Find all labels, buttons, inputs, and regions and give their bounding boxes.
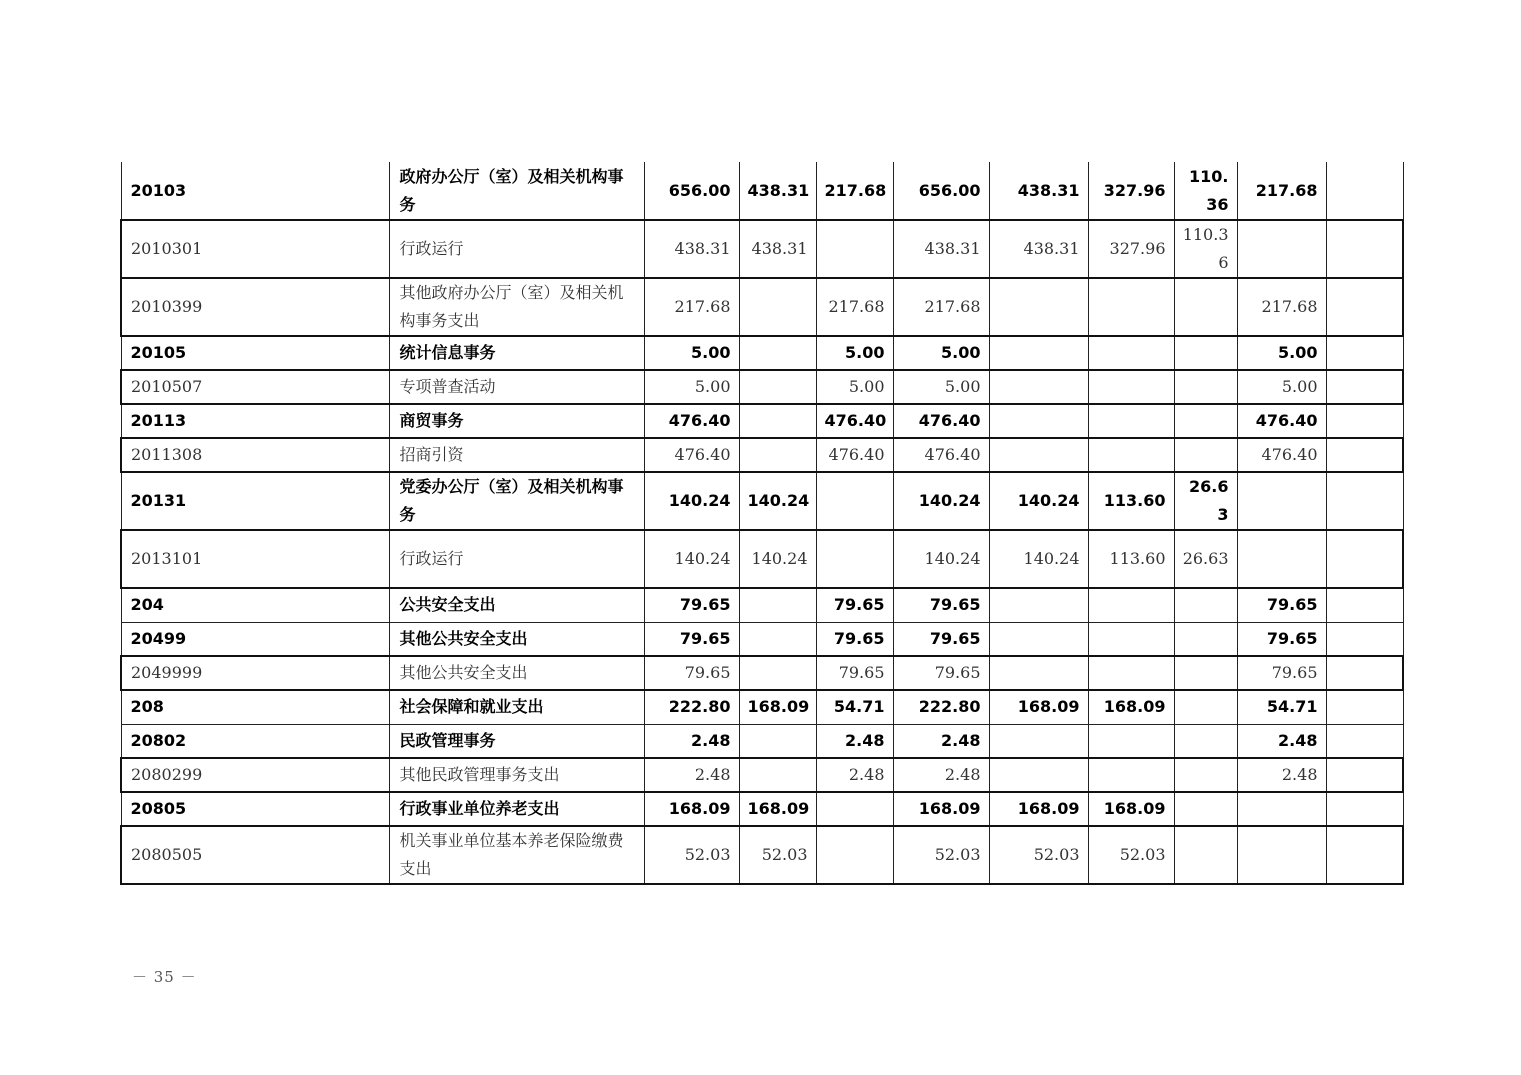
cell-amount: 54.71 bbox=[1237, 690, 1326, 724]
cell-name: 政府办公厅（室）及相关机构事务 bbox=[389, 162, 644, 220]
cell-amount: 2.48 bbox=[1237, 758, 1326, 792]
cell-amount: 168.09 bbox=[739, 792, 816, 826]
cell-amount bbox=[989, 438, 1088, 472]
cell-code: 20499 bbox=[121, 622, 389, 656]
cell-amount bbox=[1326, 530, 1403, 588]
cell-amount bbox=[1174, 724, 1237, 758]
cell-amount bbox=[1326, 278, 1403, 336]
cell-amount: 140.24 bbox=[644, 472, 739, 530]
cell-name: 民政管理事务 bbox=[389, 724, 644, 758]
cell-amount bbox=[1326, 656, 1403, 690]
cell-amount: 222.80 bbox=[893, 690, 989, 724]
cell-amount bbox=[989, 656, 1088, 690]
cell-amount: 54.71 bbox=[816, 690, 893, 724]
cell-amount bbox=[739, 588, 816, 622]
cell-amount bbox=[989, 724, 1088, 758]
cell-amount bbox=[1174, 278, 1237, 336]
cell-amount bbox=[989, 278, 1088, 336]
cell-amount: 79.65 bbox=[893, 588, 989, 622]
table-row bbox=[121, 690, 1403, 724]
cell-code: 20805 bbox=[121, 792, 389, 826]
table-row bbox=[121, 826, 1403, 884]
cell-amount: 168.09 bbox=[644, 792, 739, 826]
cell-amount: 168.09 bbox=[739, 690, 816, 724]
cell-amount bbox=[1326, 404, 1403, 438]
cell-code: 2049999 bbox=[121, 656, 389, 690]
table-row bbox=[121, 370, 1403, 404]
cell-amount: 79.65 bbox=[1237, 622, 1326, 656]
cell-amount: 5.00 bbox=[893, 336, 989, 370]
table-row bbox=[121, 162, 1403, 220]
cell-code: 208 bbox=[121, 690, 389, 724]
cell-amount: 438.31 bbox=[893, 220, 989, 278]
cell-amount: 140.24 bbox=[739, 530, 816, 588]
cell-amount: 168.09 bbox=[989, 690, 1088, 724]
cell-code: 20103 bbox=[121, 162, 389, 220]
cell-amount bbox=[816, 220, 893, 278]
cell-amount bbox=[1326, 472, 1403, 530]
cell-amount: 52.03 bbox=[893, 826, 989, 884]
cell-amount: 79.65 bbox=[1237, 656, 1326, 690]
cell-code: 20105 bbox=[121, 336, 389, 370]
cell-amount bbox=[1174, 370, 1237, 404]
cell-amount: 168.09 bbox=[893, 792, 989, 826]
cell-amount bbox=[1237, 530, 1326, 588]
cell-amount bbox=[739, 278, 816, 336]
page-number: － 35 － bbox=[132, 968, 197, 986]
cell-amount bbox=[1174, 336, 1237, 370]
cell-amount: 217.68 bbox=[893, 278, 989, 336]
cell-amount bbox=[1174, 220, 1237, 278]
cell-amount: 2.48 bbox=[644, 724, 739, 758]
cell-amount bbox=[816, 530, 893, 588]
cell-amount bbox=[816, 792, 893, 826]
cell-amount bbox=[1326, 622, 1403, 656]
cell-code: 2010301 bbox=[121, 220, 389, 278]
cell-code: 2010399 bbox=[121, 278, 389, 336]
table-body bbox=[121, 162, 1403, 884]
cell-name: 其他公共安全支出 bbox=[389, 622, 644, 656]
cell-amount: 476.40 bbox=[644, 438, 739, 472]
cell-amount: 5.00 bbox=[644, 336, 739, 370]
cell-amount bbox=[1326, 826, 1403, 884]
cell-amount bbox=[989, 588, 1088, 622]
cell-name: 行政运行 bbox=[389, 220, 644, 278]
cell-amount: 140.24 bbox=[893, 472, 989, 530]
cell-amount bbox=[989, 758, 1088, 792]
cell-name: 公共安全支出 bbox=[389, 588, 644, 622]
cell-amount: 113.60 bbox=[1088, 530, 1174, 588]
cell-amount bbox=[1326, 724, 1403, 758]
cell-amount: 79.65 bbox=[816, 656, 893, 690]
cell-amount bbox=[1326, 438, 1403, 472]
table-row bbox=[121, 792, 1403, 826]
cell-name: 招商引资 bbox=[389, 438, 644, 472]
cell-amount: 217.68 bbox=[1237, 162, 1326, 220]
cell-amount: 79.65 bbox=[1237, 588, 1326, 622]
cell-amount: 5.00 bbox=[644, 370, 739, 404]
cell-amount: 438.31 bbox=[644, 220, 739, 278]
table-row bbox=[121, 220, 1403, 278]
cell-amount-text: 26.63 bbox=[1182, 549, 1229, 568]
cell-amount bbox=[1237, 792, 1326, 826]
cell-name: 行政运行 bbox=[389, 530, 644, 588]
cell-amount: 79.65 bbox=[893, 656, 989, 690]
cell-amount: 168.09 bbox=[1088, 690, 1174, 724]
cell-code: 2080299 bbox=[121, 758, 389, 792]
budget-table bbox=[120, 162, 1404, 885]
cell-code: 2080505 bbox=[121, 826, 389, 884]
cell-amount: 79.65 bbox=[644, 656, 739, 690]
cell-amount bbox=[739, 656, 816, 690]
cell-name: 党委办公厅（室）及相关机构事务 bbox=[389, 472, 644, 530]
cell-amount bbox=[1088, 370, 1174, 404]
cell-amount: 2.48 bbox=[893, 724, 989, 758]
cell-amount-text: 110.36 bbox=[1182, 225, 1229, 272]
cell-code: 20113 bbox=[121, 404, 389, 438]
cell-amount bbox=[1174, 792, 1237, 826]
cell-amount bbox=[739, 622, 816, 656]
cell-amount bbox=[1174, 622, 1237, 656]
cell-amount: 5.00 bbox=[893, 370, 989, 404]
cell-amount: 217.68 bbox=[816, 278, 893, 336]
cell-code: 2011308 bbox=[121, 438, 389, 472]
cell-code: 20802 bbox=[121, 724, 389, 758]
cell-amount: 5.00 bbox=[816, 370, 893, 404]
cell-amount: 52.03 bbox=[739, 826, 816, 884]
cell-amount bbox=[1174, 656, 1237, 690]
cell-amount bbox=[1174, 162, 1237, 220]
cell-amount: 217.68 bbox=[644, 278, 739, 336]
table-row bbox=[121, 758, 1403, 792]
cell-name: 其他公共安全支出 bbox=[389, 656, 644, 690]
cell-amount bbox=[1088, 724, 1174, 758]
cell-amount: 140.24 bbox=[644, 530, 739, 588]
cell-amount bbox=[1326, 588, 1403, 622]
cell-amount: 476.40 bbox=[893, 438, 989, 472]
cell-amount: 2.48 bbox=[1237, 724, 1326, 758]
table-row bbox=[121, 336, 1403, 370]
cell-amount bbox=[1174, 826, 1237, 884]
cell-amount bbox=[739, 404, 816, 438]
cell-amount: 438.31 bbox=[739, 220, 816, 278]
cell-amount bbox=[1326, 690, 1403, 724]
cell-amount bbox=[1088, 278, 1174, 336]
cell-amount: 217.68 bbox=[1237, 278, 1326, 336]
table-row bbox=[121, 622, 1403, 656]
cell-amount bbox=[1326, 336, 1403, 370]
cell-amount bbox=[989, 336, 1088, 370]
cell-amount bbox=[1326, 758, 1403, 792]
cell-amount: 476.40 bbox=[893, 404, 989, 438]
cell-name: 统计信息事务 bbox=[389, 336, 644, 370]
cell-amount: 79.65 bbox=[816, 622, 893, 656]
cell-name: 其他民政管理事务支出 bbox=[389, 758, 644, 792]
cell-amount bbox=[1088, 588, 1174, 622]
cell-amount bbox=[739, 336, 816, 370]
cell-name: 专项普查活动 bbox=[389, 370, 644, 404]
cell-amount bbox=[1174, 472, 1237, 530]
cell-amount: 2.48 bbox=[816, 724, 893, 758]
cell-amount: 140.24 bbox=[893, 530, 989, 588]
cell-amount bbox=[1237, 220, 1326, 278]
cell-code: 20131 bbox=[121, 472, 389, 530]
cell-amount: 438.31 bbox=[989, 162, 1088, 220]
cell-amount-text: 26.63 bbox=[1189, 477, 1229, 524]
cell-amount: 438.31 bbox=[739, 162, 816, 220]
table-row bbox=[121, 656, 1403, 690]
table-row bbox=[121, 588, 1403, 622]
cell-amount bbox=[1326, 220, 1403, 278]
table-row bbox=[121, 278, 1403, 336]
cell-amount: 656.00 bbox=[644, 162, 739, 220]
cell-amount bbox=[739, 724, 816, 758]
cell-name: 行政事业单位养老支出 bbox=[389, 792, 644, 826]
cell-amount bbox=[1088, 758, 1174, 792]
cell-amount: 52.03 bbox=[989, 826, 1088, 884]
cell-amount bbox=[1088, 622, 1174, 656]
cell-amount-text: 110.36 bbox=[1189, 166, 1229, 214]
cell-amount: 217.68 bbox=[816, 162, 893, 220]
cell-name: 社会保障和就业支出 bbox=[389, 690, 644, 724]
cell-amount bbox=[1174, 588, 1237, 622]
cell-amount: 79.65 bbox=[816, 588, 893, 622]
cell-amount bbox=[816, 472, 893, 530]
cell-amount: 438.31 bbox=[989, 220, 1088, 278]
cell-name: 商贸事务 bbox=[389, 404, 644, 438]
cell-amount bbox=[1174, 758, 1237, 792]
table-row bbox=[121, 438, 1403, 472]
table-row bbox=[121, 530, 1403, 588]
table-row bbox=[121, 404, 1403, 438]
cell-amount: 476.40 bbox=[816, 404, 893, 438]
cell-amount: 140.24 bbox=[989, 472, 1088, 530]
cell-amount: 79.65 bbox=[893, 622, 989, 656]
cell-amount: 476.40 bbox=[644, 404, 739, 438]
cell-amount bbox=[1174, 438, 1237, 472]
cell-code: 2013101 bbox=[121, 530, 389, 588]
cell-amount: 2.48 bbox=[893, 758, 989, 792]
cell-amount bbox=[989, 622, 1088, 656]
cell-amount: 656.00 bbox=[893, 162, 989, 220]
cell-amount: 327.96 bbox=[1088, 220, 1174, 278]
table-row bbox=[121, 724, 1403, 758]
cell-amount: 140.24 bbox=[739, 472, 816, 530]
cell-code: 204 bbox=[121, 588, 389, 622]
cell-amount bbox=[1326, 162, 1403, 220]
cell-amount bbox=[739, 438, 816, 472]
cell-amount: 476.40 bbox=[1237, 404, 1326, 438]
cell-amount bbox=[1237, 472, 1326, 530]
cell-amount: 327.96 bbox=[1088, 162, 1174, 220]
cell-amount: 79.65 bbox=[644, 622, 739, 656]
cell-amount bbox=[1174, 404, 1237, 438]
cell-amount bbox=[1088, 438, 1174, 472]
cell-amount bbox=[1174, 530, 1237, 588]
cell-amount bbox=[739, 758, 816, 792]
cell-amount: 113.60 bbox=[1088, 472, 1174, 530]
cell-amount bbox=[1174, 690, 1237, 724]
table-row bbox=[121, 472, 1403, 530]
cell-amount: 2.48 bbox=[644, 758, 739, 792]
cell-amount: 168.09 bbox=[1088, 792, 1174, 826]
cell-amount: 52.03 bbox=[1088, 826, 1174, 884]
cell-amount: 5.00 bbox=[1237, 370, 1326, 404]
cell-amount bbox=[739, 370, 816, 404]
cell-amount bbox=[1237, 826, 1326, 884]
cell-code: 2010507 bbox=[121, 370, 389, 404]
cell-amount: 5.00 bbox=[1237, 336, 1326, 370]
cell-amount bbox=[816, 826, 893, 884]
cell-amount bbox=[989, 370, 1088, 404]
cell-amount: 222.80 bbox=[644, 690, 739, 724]
cell-amount: 2.48 bbox=[816, 758, 893, 792]
cell-amount bbox=[989, 404, 1088, 438]
cell-amount: 140.24 bbox=[989, 530, 1088, 588]
cell-amount: 476.40 bbox=[1237, 438, 1326, 472]
cell-amount bbox=[1326, 370, 1403, 404]
cell-name: 其他政府办公厅（室）及相关机构事务支出 bbox=[389, 278, 644, 336]
cell-amount bbox=[1326, 792, 1403, 826]
cell-amount: 79.65 bbox=[644, 588, 739, 622]
cell-name: 机关事业单位基本养老保险缴费支出 bbox=[389, 826, 644, 884]
cell-amount bbox=[1088, 404, 1174, 438]
cell-amount: 52.03 bbox=[644, 826, 739, 884]
cell-amount bbox=[1088, 656, 1174, 690]
cell-amount bbox=[1088, 336, 1174, 370]
cell-amount: 476.40 bbox=[816, 438, 893, 472]
cell-amount: 168.09 bbox=[989, 792, 1088, 826]
cell-amount: 5.00 bbox=[816, 336, 893, 370]
